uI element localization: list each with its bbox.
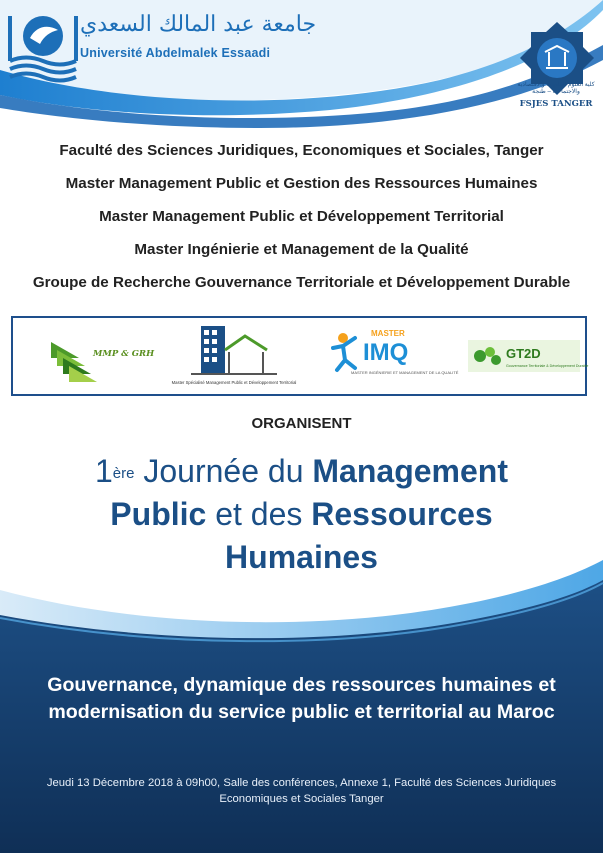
university-name-arabic: جامعة عبد المالك السعدي [80, 12, 317, 37]
gt2d-logo [468, 336, 589, 376]
imq-logo-subtitle: MASTER INGÉNIERIE ET MANAGEMENT DE LA QUALITÉ [351, 370, 459, 375]
organizer-master-mpdt: Master Management Public et Développement Territorial [99, 208, 504, 225]
event-details: Jeudi 13 Décembre 2018 à 09h00, Salle des conférences, Annexe 1, Faculté des Sciences Juridiques Economiques et Sociales Tanger [46, 777, 557, 805]
organisent-heading: ORGANISENT [251, 415, 352, 432]
faculty-logo [516, 6, 598, 114]
title-bold-humaines: Humaines [225, 539, 378, 575]
event-theme: Gouvernance, dynamique des ressources humaines et modernisation du service public et territorial au Maroc [47, 674, 556, 723]
imq-logo-master: MASTER [371, 329, 405, 338]
title-text-1: Journée du [134, 453, 313, 489]
title-ordinal-suffix: ère [112, 465, 135, 482]
mmpdt-logo-text: Master Spécialisé Management Public et Développement Territorial [171, 380, 297, 385]
gt2d-logo-text: GT2D [506, 346, 541, 361]
organizers-list [0, 134, 603, 299]
organizer-faculty: Faculté des Sciences Juridiques, Economiques et Sociales, Tanger [59, 142, 544, 159]
imq-logo [331, 326, 459, 388]
imq-logo-text: IMQ [363, 339, 409, 366]
event-title [40, 450, 563, 579]
faculty-logo-arabic-text: كلية العلوم القانونية والاقتصادية والاجتماعية – طنجة [517, 82, 595, 95]
university-name-french: Université Abdelmalek Essaadi [80, 46, 271, 60]
title-bold-management: Management [312, 453, 508, 489]
title-text-2: et des [206, 496, 312, 532]
title-bold-public: Public [110, 496, 207, 532]
title-ordinal: 1 [95, 453, 113, 489]
faculty-logo-tag: FSJES TANGER [519, 99, 593, 109]
title-bold-ressources: Ressources [311, 496, 493, 532]
partner-logos-box [11, 316, 587, 396]
organizer-master-mpgrh: Master Management Public et Gestion des Ressources Humaines [65, 175, 538, 192]
gt2d-logo-subtitle: Gouvernance Territoriale & Développement Durable [506, 364, 589, 368]
mmpdt-logo [171, 320, 297, 394]
organizer-master-imq: Master Ingénierie et Management de la Qualité [134, 241, 469, 258]
organizer-research-group: Groupe de Recherche Gouvernance Territoriale et Développement Durable [32, 274, 571, 291]
mmp-grh-logo [49, 328, 155, 386]
mmp-grh-logo-text: MMP & GRH [93, 349, 155, 359]
